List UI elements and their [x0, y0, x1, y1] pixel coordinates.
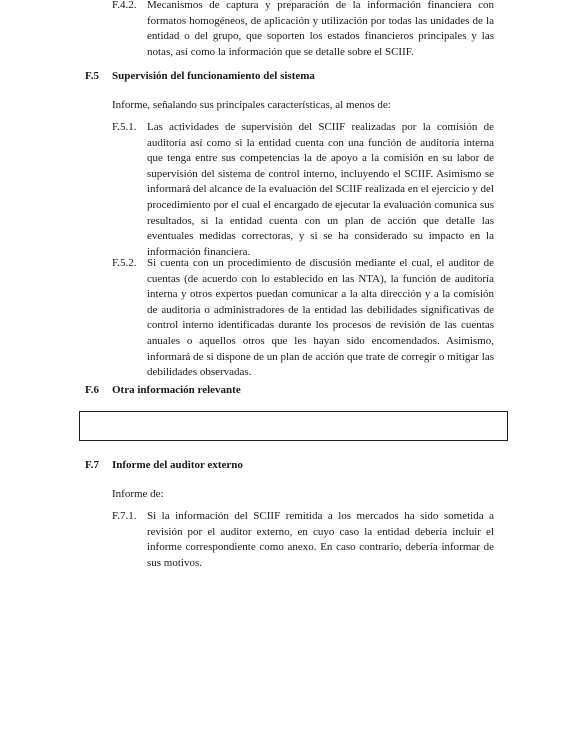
item-number: F.5.1.: [112, 121, 137, 133]
item-number: F.4.2.: [112, 0, 137, 11]
item-number: F.7.1.: [112, 510, 137, 522]
section-heading-f-5: [85, 69, 315, 85]
section-intro-f-7: Informe de:: [112, 488, 164, 500]
section-intro-f-5: Informe, señalando sus principales características, al menos de:: [112, 99, 391, 111]
item-text: Mecanismos de captura y preparación de la información financiera con formatos homogéneos, de aplicación y utilización por todas las unidades de la entidad o del grupo, que soporten los estados financieros principales y las notas, así como la información que se detalle sobre el SCIIF.: [147, 0, 494, 58]
section-number: F.5: [85, 70, 99, 82]
section-heading-f-6: [85, 383, 241, 399]
list-item-f-5-2: [112, 256, 494, 381]
item-text: Si cuenta con un procedimiento de discusión mediante el cual, el auditor de cuentas (de acuerdo con lo establecido en las NTA), la función de auditoría interna y otros expertos puedan comunicar a la alta dirección y a la comisión de auditoría o administradores de la entidad las debilidades significativas de control interno identificadas durante los procesos de revisión de las cuentas anuales o aquellos otros que les hayan sido encomendados. Asimismo, informará de si dispone de un plan de acción que trate de corregir o mitigar las debilidades observadas.: [147, 257, 494, 379]
section-title: Informe del auditor externo: [112, 459, 243, 471]
item-number: F.5.2.: [112, 257, 137, 269]
section-heading-f-7: [85, 458, 243, 474]
section-number: F.7: [85, 459, 99, 471]
section-number: F.6: [85, 384, 99, 396]
answer-box[interactable]: [79, 411, 508, 441]
section-title: Supervisión del funcionamiento del sistema: [112, 70, 315, 82]
item-text: Las actividades de supervisión del SCIIF realizadas por la comisión de auditoría así como si la entidad cuenta con una función de auditoría interna que tenga entre sus competencias la de apoyo a la comisión en su labor de supervisión del sistema de control interno, incluyendo el SCIIF. Asimismo se informará del alcance de la evaluación del SCIIF realizada en el ejercicio y del procedimiento por el cual el encargado de ejecutar la evaluación comunica sus resultados, si la entidad cuenta con un plan de acción que detalle las eventuales medidas correctoras, y si se ha considerado su impacto en la información financiera.: [147, 121, 494, 258]
section-title: Otra información relevante: [112, 384, 241, 396]
item-text: Si la información del SCIIF remitida a los mercados ha sido sometida a revisión por el auditor externo, en cuyo caso la entidad debería incluir el informe correspondiente como anexo. En caso contrario, debería informar de sus motivos.: [147, 510, 494, 569]
list-item-f-5-1: [112, 120, 494, 260]
list-item-f-4-2: [112, 0, 494, 60]
list-item-f-7-1: [112, 509, 494, 571]
